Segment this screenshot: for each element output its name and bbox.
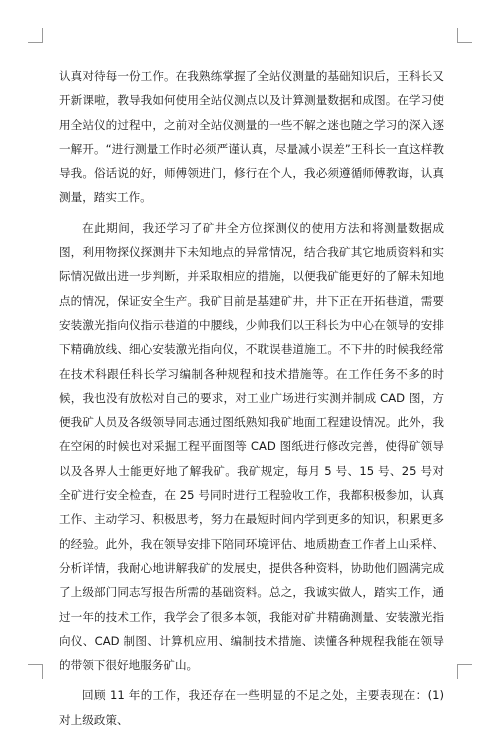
paragraph-2: 在此期间，我还学习了矿井全方位探测仪的使用方法和将测量数据成图，利用物探仪探测井下未知地点的异常情况，结合我矿其它地质资料和实际情况做出进一步判断，并采取相应的措施，以便我矿能更好的了解未知地点的情况，保证安全生产。我矿目前是基建矿井，井下正在开拓巷道，需要安装激光指向仪指示巷道的中腰线，少帅我们以王科长为中心在领导的安排下精确放线、细心安装激光指向仪，不耽误巷道施工。不下井的时候我经常在技术科跟任科长学习编制各种规程和技术措施等。在工作任务不多的时候，我也没有放松对自己的要求，对工业广场进行实测并制成 CAD 图，方便我矿人员及各级领导同志通过图纸熟知我矿地面工程建设情况。此外，我在空闲的时候也对采掘工程平面图等 CAD 图纸进行修改完善，使得矿领导以及各界人士能更好地了解我矿。我矿规定，每月 5 号、15 号、25 号对全矿进行安全检查，在 25 号同时进行工程验收工作，我都积极参加，认真工作、主动学习、积极思考，努力在最短时间内学到更多的知识，积累更多的经验。此外，我在领导安排下陪同环境评估、地质勘查工作者上山采样、分析详情，我耐心地讲解我矿的发展史，提供各种资料，协助他们圆满完成了上级部门同志写报告所需的基础资料。总之，我诚实做人，踏实工作，通过一年的技术工作，我学会了很多本领，我能对矿井精确测量、安装激光指向仪、CAD 制图、计算机应用、编制技术措施、读懂各种规程我能在领导的带领下很好地服务矿山。: [59, 220, 444, 673]
paragraph-3: 回顾 11 年的工作，我还存在一些明显的不足之处，主要表现在：(1)对上级政策、: [59, 688, 444, 727]
paragraph-1: 认真对待每一份工作。在我熟练掌握了全站仪测量的基础知识后，王科长又开新课啦，教导我如何使用全站仪测点以及计算测量数据和成图。在学习使用全站仪的过程中，之前对全站仪测量的一些不解之迷也随之学习的深入逐一解开。“进行测量工作时必须严谨认真，尽量减小误差”王科长一直这样教导我。俗话说的好，师傅领进门，修行在个人，我必须遵循师傅教诲，认真测量，踏实工作。: [59, 69, 444, 205]
document-body: [59, 64, 444, 732]
crop-mark-bottom-left: [28, 664, 43, 679]
crop-mark-top-left: [28, 28, 43, 43]
crop-mark-top-right: [457, 28, 472, 43]
crop-mark-bottom-right: [457, 664, 472, 679]
